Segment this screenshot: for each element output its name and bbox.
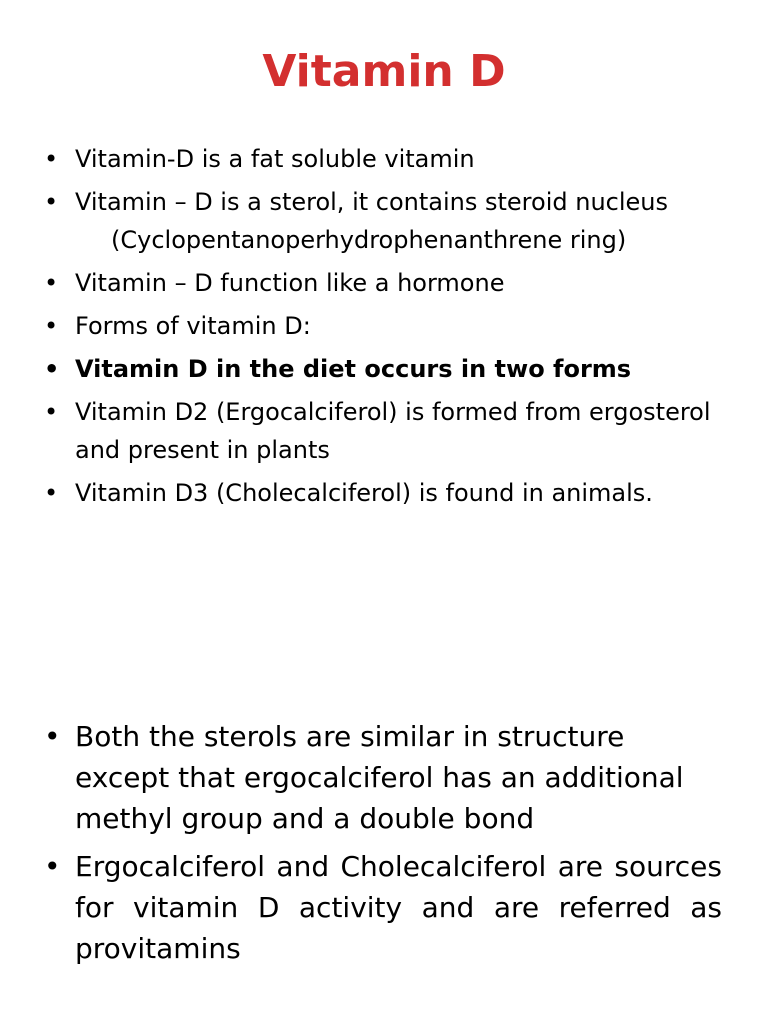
bullet-icon: •	[44, 188, 59, 216]
list-item-text: Vitamin-D is a fat soluble vitamin	[75, 145, 475, 173]
bullet-icon: •	[44, 269, 59, 297]
list-item	[0, 183, 768, 259]
list-item	[0, 393, 768, 469]
bottom-bullet-list	[0, 716, 768, 976]
list-item-emphasis	[0, 350, 768, 388]
bullet-icon: •	[44, 479, 59, 507]
list-item	[0, 140, 768, 178]
list-item-continuation: (Cyclopentanoperhydrophenanthrene ring)	[111, 226, 627, 254]
list-item	[0, 474, 768, 512]
bullet-icon: •	[44, 850, 61, 883]
list-item	[0, 307, 768, 345]
list-item	[0, 264, 768, 302]
list-item-text: Vitamin D in the diet occurs in two forms	[75, 355, 632, 383]
list-item-text: Vitamin – D function like a hormone	[75, 269, 505, 297]
list-item	[0, 716, 768, 839]
list-item-text: Both the sterols are similar in structure except that ergocalciferol has an additional methyl group and a double bond	[75, 720, 684, 835]
top-bullet-list	[0, 140, 768, 517]
bullet-icon: •	[44, 145, 59, 173]
list-item	[0, 846, 768, 969]
list-item-text: Ergocalciferol and Cholecalciferol are sources for vitamin D activity and are referred as provitamins	[75, 850, 722, 965]
bullet-icon: •	[44, 398, 59, 426]
list-item-text: Vitamin D2 (Ergocalciferol) is formed from ergosterol and present in plants	[75, 398, 711, 464]
list-item-text: Vitamin D3 (Cholecalciferol) is found in animals.	[75, 479, 653, 507]
list-item-text: Forms of vitamin D:	[75, 312, 311, 340]
slide-title: Vitamin D	[262, 46, 506, 97]
list-item-text: Vitamin – D is a sterol, it contains steroid nucleus	[75, 188, 668, 216]
bullet-icon: •	[44, 312, 59, 340]
bullet-icon: •	[44, 720, 61, 753]
bullet-icon: •	[44, 355, 60, 383]
